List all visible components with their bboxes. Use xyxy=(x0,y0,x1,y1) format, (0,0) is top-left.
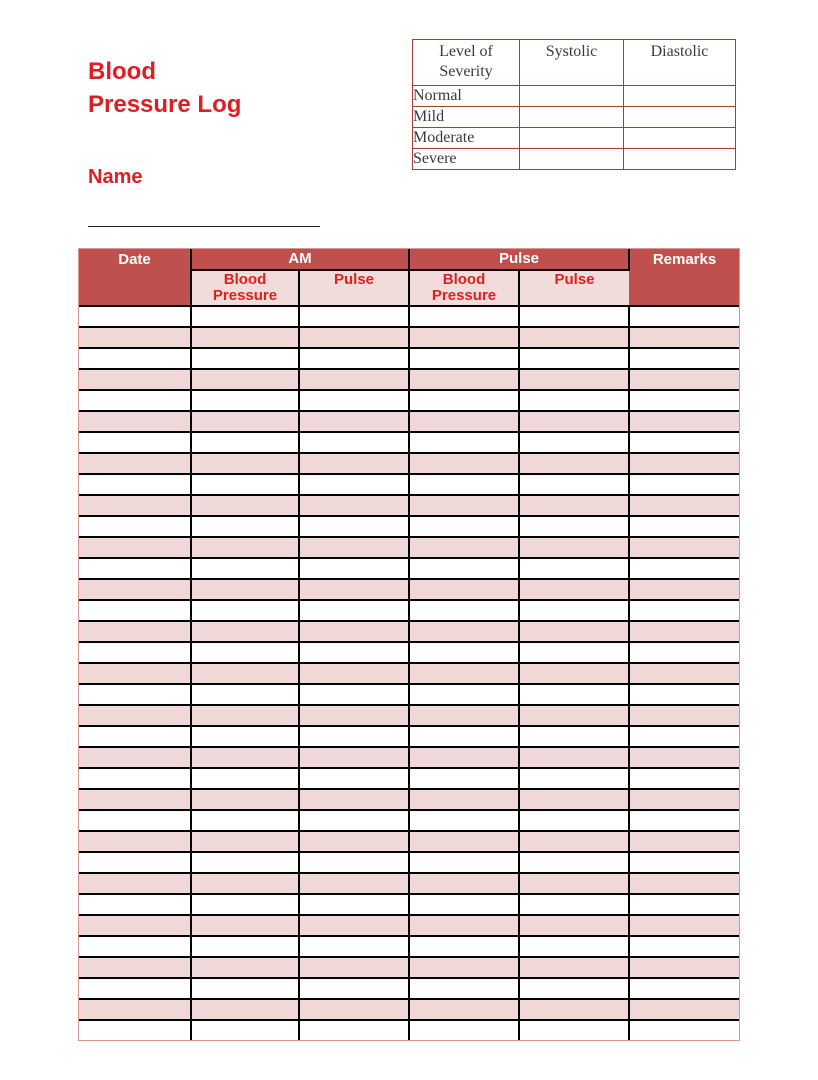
log-cell-date[interactable] xyxy=(79,600,191,621)
log-cell-pm-blood-pressure[interactable] xyxy=(409,432,519,453)
log-cell-date[interactable] xyxy=(79,999,191,1020)
log-cell-am-pulse[interactable] xyxy=(299,579,409,600)
log-cell-remarks[interactable] xyxy=(629,1020,739,1040)
log-cell-pm-blood-pressure[interactable] xyxy=(409,516,519,537)
log-cell-am-pulse[interactable] xyxy=(299,453,409,474)
log-table-row xyxy=(79,726,739,747)
log-table-row xyxy=(79,390,739,411)
log-cell-am-pulse[interactable] xyxy=(299,558,409,579)
log-cell-remarks[interactable] xyxy=(629,579,739,600)
log-cell-pm-blood-pressure[interactable] xyxy=(409,915,519,936)
log-cell-am-pulse[interactable] xyxy=(299,1020,409,1040)
log-cell-pm-blood-pressure[interactable] xyxy=(409,1020,519,1040)
log-cell-date[interactable] xyxy=(79,852,191,873)
log-cell-pm-pulse[interactable] xyxy=(519,978,629,999)
log-cell-am-pulse[interactable] xyxy=(299,705,409,726)
log-cell-am-blood-pressure[interactable] xyxy=(191,453,299,474)
log-table-body xyxy=(79,306,739,1040)
log-cell-pm-pulse[interactable] xyxy=(519,411,629,432)
log-table-row xyxy=(79,978,739,999)
log-cell-am-pulse[interactable] xyxy=(299,999,409,1020)
log-cell-pm-pulse[interactable] xyxy=(519,1020,629,1040)
log-table-row xyxy=(79,348,739,369)
log-cell-pm-pulse[interactable] xyxy=(519,369,629,390)
log-table-frame xyxy=(78,248,740,1041)
log-cell-am-pulse[interactable] xyxy=(299,957,409,978)
log-cell-remarks[interactable] xyxy=(629,978,739,999)
log-cell-date[interactable] xyxy=(79,474,191,495)
log-cell-am-blood-pressure[interactable] xyxy=(191,306,299,327)
log-cell-am-blood-pressure[interactable] xyxy=(191,558,299,579)
log-cell-date[interactable] xyxy=(79,495,191,516)
log-cell-date[interactable] xyxy=(79,663,191,684)
log-cell-pm-blood-pressure[interactable] xyxy=(409,348,519,369)
log-cell-remarks[interactable] xyxy=(629,768,739,789)
log-cell-am-pulse[interactable] xyxy=(299,495,409,516)
log-cell-am-pulse[interactable] xyxy=(299,537,409,558)
log-cell-pm-pulse[interactable] xyxy=(519,936,629,957)
log-cell-pm-pulse[interactable] xyxy=(519,621,629,642)
log-cell-date[interactable] xyxy=(79,915,191,936)
log-cell-date[interactable] xyxy=(79,432,191,453)
log-table-row xyxy=(79,474,739,495)
log-cell-date[interactable] xyxy=(79,873,191,894)
log-cell-date[interactable] xyxy=(79,558,191,579)
severity-diastolic-cell[interactable] xyxy=(624,128,736,149)
log-cell-pm-pulse[interactable] xyxy=(519,873,629,894)
log-table-row xyxy=(79,789,739,810)
log-cell-remarks[interactable] xyxy=(629,642,739,663)
log-cell-remarks[interactable] xyxy=(629,453,739,474)
log-table-row xyxy=(79,411,739,432)
log-cell-remarks[interactable] xyxy=(629,411,739,432)
log-cell-remarks[interactable] xyxy=(629,432,739,453)
severity-table xyxy=(412,39,736,170)
log-cell-date[interactable] xyxy=(79,789,191,810)
log-cell-pm-blood-pressure[interactable] xyxy=(409,768,519,789)
log-cell-remarks[interactable] xyxy=(629,810,739,831)
severity-level-label: Severe xyxy=(413,149,520,170)
page-title-line1: Blood xyxy=(88,58,156,85)
log-cell-date[interactable] xyxy=(79,684,191,705)
log-table-row xyxy=(79,894,739,915)
log-cell-remarks[interactable] xyxy=(629,495,739,516)
log-table xyxy=(79,249,739,1040)
subheader-label: Blood Pressure xyxy=(212,271,278,304)
log-cell-am-pulse[interactable] xyxy=(299,663,409,684)
subheader-label: Blood Pressure xyxy=(431,271,497,304)
log-cell-am-blood-pressure[interactable] xyxy=(191,852,299,873)
log-cell-am-pulse[interactable] xyxy=(299,936,409,957)
log-cell-remarks[interactable] xyxy=(629,369,739,390)
log-cell-remarks[interactable] xyxy=(629,957,739,978)
log-cell-am-blood-pressure[interactable] xyxy=(191,411,299,432)
log-cell-remarks[interactable] xyxy=(629,474,739,495)
severity-diastolic-cell[interactable] xyxy=(624,107,736,128)
severity-diastolic-cell[interactable] xyxy=(624,86,736,107)
severity-level-label: Moderate xyxy=(413,128,520,149)
log-cell-pm-blood-pressure[interactable] xyxy=(409,705,519,726)
log-cell-am-pulse[interactable] xyxy=(299,789,409,810)
log-cell-am-pulse[interactable] xyxy=(299,642,409,663)
log-cell-pm-blood-pressure[interactable] xyxy=(409,558,519,579)
log-cell-am-pulse[interactable] xyxy=(299,306,409,327)
log-table-row xyxy=(79,810,739,831)
log-subheader-pulse-pm xyxy=(519,270,629,306)
log-cell-date[interactable] xyxy=(79,768,191,789)
log-cell-am-pulse[interactable] xyxy=(299,873,409,894)
log-cell-pm-blood-pressure[interactable] xyxy=(409,495,519,516)
subheader-label: Pulse xyxy=(554,271,595,288)
log-cell-remarks[interactable] xyxy=(629,789,739,810)
log-table-row xyxy=(79,579,739,600)
log-cell-remarks[interactable] xyxy=(629,747,739,768)
log-cell-date[interactable] xyxy=(79,831,191,852)
log-cell-date[interactable] xyxy=(79,1020,191,1040)
log-table-row xyxy=(79,642,739,663)
log-table-row xyxy=(79,684,739,705)
log-table-row xyxy=(79,915,739,936)
log-table-row xyxy=(79,306,739,327)
log-cell-pm-blood-pressure[interactable] xyxy=(409,390,519,411)
log-cell-date[interactable] xyxy=(79,978,191,999)
log-cell-am-blood-pressure[interactable] xyxy=(191,474,299,495)
log-cell-date[interactable] xyxy=(79,621,191,642)
log-table-row xyxy=(79,768,739,789)
log-cell-am-pulse[interactable] xyxy=(299,348,409,369)
log-cell-date[interactable] xyxy=(79,747,191,768)
log-cell-am-blood-pressure[interactable] xyxy=(191,495,299,516)
log-cell-pm-pulse[interactable] xyxy=(519,957,629,978)
log-cell-am-blood-pressure[interactable] xyxy=(191,432,299,453)
log-cell-remarks[interactable] xyxy=(629,306,739,327)
log-table-row xyxy=(79,1020,739,1040)
log-cell-am-blood-pressure[interactable] xyxy=(191,516,299,537)
log-table-row xyxy=(79,537,739,558)
severity-row-normal xyxy=(413,86,736,107)
log-cell-date[interactable] xyxy=(79,957,191,978)
log-table-row xyxy=(79,663,739,684)
log-cell-pm-pulse[interactable] xyxy=(519,390,629,411)
severity-header-level: Level of Severity xyxy=(413,40,520,86)
log-table-row xyxy=(79,516,739,537)
log-cell-am-blood-pressure[interactable] xyxy=(191,537,299,558)
log-subheader-pulse-am xyxy=(299,270,409,306)
log-table-row xyxy=(79,369,739,390)
log-cell-pm-pulse[interactable] xyxy=(519,474,629,495)
log-cell-pm-pulse[interactable] xyxy=(519,600,629,621)
log-subheader-blood-pressure-am xyxy=(191,270,299,306)
log-cell-date[interactable] xyxy=(79,579,191,600)
log-cell-remarks[interactable] xyxy=(629,663,739,684)
log-cell-am-blood-pressure[interactable] xyxy=(191,999,299,1020)
log-cell-pm-blood-pressure[interactable] xyxy=(409,831,519,852)
log-cell-remarks[interactable] xyxy=(629,621,739,642)
log-cell-pm-pulse[interactable] xyxy=(519,327,629,348)
log-cell-pm-blood-pressure[interactable] xyxy=(409,936,519,957)
log-cell-am-blood-pressure[interactable] xyxy=(191,747,299,768)
log-cell-remarks[interactable] xyxy=(629,852,739,873)
log-cell-pm-blood-pressure[interactable] xyxy=(409,789,519,810)
log-cell-am-blood-pressure[interactable] xyxy=(191,978,299,999)
log-cell-date[interactable] xyxy=(79,390,191,411)
log-cell-pm-pulse[interactable] xyxy=(519,705,629,726)
log-table-row xyxy=(79,558,739,579)
log-cell-remarks[interactable] xyxy=(629,390,739,411)
log-cell-pm-pulse[interactable] xyxy=(519,915,629,936)
log-header-remarks: Remarks xyxy=(629,249,739,306)
log-table-row xyxy=(79,600,739,621)
log-table-row xyxy=(79,327,739,348)
log-table-row xyxy=(79,831,739,852)
log-cell-remarks[interactable] xyxy=(629,327,739,348)
log-cell-am-pulse[interactable] xyxy=(299,978,409,999)
log-header-date: Date xyxy=(79,249,191,306)
log-subheader-blood-pressure-pm xyxy=(409,270,519,306)
log-cell-am-pulse[interactable] xyxy=(299,327,409,348)
log-cell-date[interactable] xyxy=(79,726,191,747)
log-cell-pm-blood-pressure[interactable] xyxy=(409,747,519,768)
log-cell-am-blood-pressure[interactable] xyxy=(191,369,299,390)
log-cell-remarks[interactable] xyxy=(629,537,739,558)
log-cell-am-blood-pressure[interactable] xyxy=(191,642,299,663)
log-cell-am-blood-pressure[interactable] xyxy=(191,600,299,621)
log-cell-am-blood-pressure[interactable] xyxy=(191,705,299,726)
log-cell-remarks[interactable] xyxy=(629,999,739,1020)
log-cell-pm-blood-pressure[interactable] xyxy=(409,957,519,978)
log-cell-remarks[interactable] xyxy=(629,894,739,915)
log-cell-date[interactable] xyxy=(79,642,191,663)
log-cell-pm-blood-pressure[interactable] xyxy=(409,873,519,894)
log-cell-pm-pulse[interactable] xyxy=(519,432,629,453)
log-cell-date[interactable] xyxy=(79,453,191,474)
log-cell-date[interactable] xyxy=(79,411,191,432)
name-fill-in-line[interactable] xyxy=(88,226,320,227)
log-cell-pm-blood-pressure[interactable] xyxy=(409,642,519,663)
log-cell-am-blood-pressure[interactable] xyxy=(191,957,299,978)
log-cell-am-pulse[interactable] xyxy=(299,852,409,873)
log-cell-pm-pulse[interactable] xyxy=(519,999,629,1020)
log-cell-date[interactable] xyxy=(79,936,191,957)
log-cell-am-blood-pressure[interactable] xyxy=(191,789,299,810)
severity-header-diastolic: Diastolic xyxy=(624,40,736,86)
log-cell-pm-pulse[interactable] xyxy=(519,495,629,516)
log-cell-remarks[interactable] xyxy=(629,348,739,369)
log-cell-am-pulse[interactable] xyxy=(299,432,409,453)
severity-systolic-cell[interactable] xyxy=(520,86,624,107)
log-cell-pm-pulse[interactable] xyxy=(519,726,629,747)
log-cell-remarks[interactable] xyxy=(629,726,739,747)
log-cell-am-blood-pressure[interactable] xyxy=(191,390,299,411)
log-cell-date[interactable] xyxy=(79,369,191,390)
severity-diastolic-cell[interactable] xyxy=(624,149,736,170)
page-title-line2: Pressure Log xyxy=(88,91,242,118)
log-header-row-groups xyxy=(79,249,739,270)
log-cell-am-pulse[interactable] xyxy=(299,768,409,789)
log-cell-remarks[interactable] xyxy=(629,600,739,621)
log-cell-pm-pulse[interactable] xyxy=(519,348,629,369)
severity-level-label: Mild xyxy=(413,107,520,128)
log-cell-am-pulse[interactable] xyxy=(299,411,409,432)
log-cell-am-pulse[interactable] xyxy=(299,369,409,390)
log-cell-date[interactable] xyxy=(79,348,191,369)
log-cell-date[interactable] xyxy=(79,810,191,831)
log-cell-pm-pulse[interactable] xyxy=(519,516,629,537)
page-title xyxy=(88,55,241,121)
log-cell-am-blood-pressure[interactable] xyxy=(191,768,299,789)
log-cell-pm-pulse[interactable] xyxy=(519,852,629,873)
log-table-row xyxy=(79,873,739,894)
log-table-row xyxy=(79,705,739,726)
log-header-pulse-group: Pulse xyxy=(409,249,629,270)
log-cell-pm-blood-pressure[interactable] xyxy=(409,537,519,558)
log-cell-date[interactable] xyxy=(79,516,191,537)
log-cell-am-pulse[interactable] xyxy=(299,621,409,642)
severity-row-mild xyxy=(413,107,736,128)
log-cell-remarks[interactable] xyxy=(629,684,739,705)
log-cell-am-pulse[interactable] xyxy=(299,915,409,936)
log-cell-am-pulse[interactable] xyxy=(299,831,409,852)
log-cell-am-pulse[interactable] xyxy=(299,390,409,411)
log-cell-am-blood-pressure[interactable] xyxy=(191,327,299,348)
log-cell-pm-pulse[interactable] xyxy=(519,453,629,474)
log-cell-pm-pulse[interactable] xyxy=(519,558,629,579)
log-cell-am-pulse[interactable] xyxy=(299,684,409,705)
log-table-row xyxy=(79,852,739,873)
log-cell-pm-pulse[interactable] xyxy=(519,747,629,768)
log-cell-remarks[interactable] xyxy=(629,873,739,894)
log-cell-pm-pulse[interactable] xyxy=(519,810,629,831)
log-cell-remarks[interactable] xyxy=(629,516,739,537)
log-table-row xyxy=(79,432,739,453)
name-label: Name xyxy=(88,166,143,188)
severity-systolic-cell[interactable] xyxy=(520,128,624,149)
log-table-row xyxy=(79,621,739,642)
log-cell-pm-blood-pressure[interactable] xyxy=(409,411,519,432)
log-cell-pm-pulse[interactable] xyxy=(519,684,629,705)
log-cell-remarks[interactable] xyxy=(629,705,739,726)
log-cell-pm-blood-pressure[interactable] xyxy=(409,369,519,390)
severity-systolic-cell[interactable] xyxy=(520,107,624,128)
log-cell-am-pulse[interactable] xyxy=(299,474,409,495)
log-cell-pm-blood-pressure[interactable] xyxy=(409,999,519,1020)
log-cell-pm-pulse[interactable] xyxy=(519,789,629,810)
log-table-row xyxy=(79,936,739,957)
log-header-am-group: AM xyxy=(191,249,409,270)
log-cell-date[interactable] xyxy=(79,306,191,327)
log-cell-am-blood-pressure[interactable] xyxy=(191,894,299,915)
log-cell-pm-blood-pressure[interactable] xyxy=(409,978,519,999)
log-cell-pm-pulse[interactable] xyxy=(519,306,629,327)
log-cell-am-pulse[interactable] xyxy=(299,726,409,747)
severity-header-row xyxy=(413,40,736,86)
log-cell-pm-pulse[interactable] xyxy=(519,831,629,852)
severity-row-severe xyxy=(413,149,736,170)
log-cell-date[interactable] xyxy=(79,327,191,348)
log-cell-am-pulse[interactable] xyxy=(299,516,409,537)
log-cell-remarks[interactable] xyxy=(629,936,739,957)
log-cell-am-blood-pressure[interactable] xyxy=(191,936,299,957)
log-cell-pm-blood-pressure[interactable] xyxy=(409,810,519,831)
log-table-row xyxy=(79,999,739,1020)
log-cell-pm-pulse[interactable] xyxy=(519,537,629,558)
subheader-label: Pulse xyxy=(333,271,375,288)
log-cell-am-blood-pressure[interactable] xyxy=(191,663,299,684)
severity-level-label: Normal xyxy=(413,86,520,107)
log-table-row xyxy=(79,747,739,768)
log-cell-am-blood-pressure[interactable] xyxy=(191,831,299,852)
log-cell-am-blood-pressure[interactable] xyxy=(191,726,299,747)
log-cell-pm-pulse[interactable] xyxy=(519,663,629,684)
log-cell-am-blood-pressure[interactable] xyxy=(191,684,299,705)
log-table-row xyxy=(79,957,739,978)
log-cell-pm-pulse[interactable] xyxy=(519,768,629,789)
log-cell-pm-blood-pressure[interactable] xyxy=(409,726,519,747)
log-cell-am-pulse[interactable] xyxy=(299,747,409,768)
log-cell-pm-pulse[interactable] xyxy=(519,642,629,663)
log-cell-date[interactable] xyxy=(79,705,191,726)
log-cell-pm-blood-pressure[interactable] xyxy=(409,621,519,642)
log-cell-am-pulse[interactable] xyxy=(299,600,409,621)
severity-header-systolic: Systolic xyxy=(520,40,624,86)
log-cell-pm-blood-pressure[interactable] xyxy=(409,684,519,705)
log-cell-am-blood-pressure[interactable] xyxy=(191,579,299,600)
log-cell-date[interactable] xyxy=(79,537,191,558)
log-cell-am-blood-pressure[interactable] xyxy=(191,915,299,936)
log-cell-date[interactable] xyxy=(79,894,191,915)
log-cell-am-blood-pressure[interactable] xyxy=(191,621,299,642)
severity-systolic-cell[interactable] xyxy=(520,149,624,170)
log-cell-remarks[interactable] xyxy=(629,558,739,579)
log-cell-pm-blood-pressure[interactable] xyxy=(409,894,519,915)
log-cell-am-pulse[interactable] xyxy=(299,810,409,831)
log-cell-remarks[interactable] xyxy=(629,915,739,936)
log-table-row xyxy=(79,453,739,474)
log-cell-pm-pulse[interactable] xyxy=(519,894,629,915)
severity-row-moderate xyxy=(413,128,736,149)
log-cell-pm-blood-pressure[interactable] xyxy=(409,474,519,495)
log-cell-pm-blood-pressure[interactable] xyxy=(409,306,519,327)
log-cell-am-blood-pressure[interactable] xyxy=(191,810,299,831)
log-cell-pm-blood-pressure[interactable] xyxy=(409,327,519,348)
log-cell-pm-blood-pressure[interactable] xyxy=(409,852,519,873)
log-cell-pm-blood-pressure[interactable] xyxy=(409,663,519,684)
log-cell-am-blood-pressure[interactable] xyxy=(191,873,299,894)
log-cell-am-pulse[interactable] xyxy=(299,894,409,915)
log-table-row xyxy=(79,495,739,516)
log-cell-remarks[interactable] xyxy=(629,831,739,852)
log-cell-pm-pulse[interactable] xyxy=(519,579,629,600)
log-cell-am-blood-pressure[interactable] xyxy=(191,1020,299,1040)
log-cell-pm-blood-pressure[interactable] xyxy=(409,453,519,474)
log-cell-pm-blood-pressure[interactable] xyxy=(409,579,519,600)
log-cell-pm-blood-pressure[interactable] xyxy=(409,600,519,621)
log-cell-am-blood-pressure[interactable] xyxy=(191,348,299,369)
